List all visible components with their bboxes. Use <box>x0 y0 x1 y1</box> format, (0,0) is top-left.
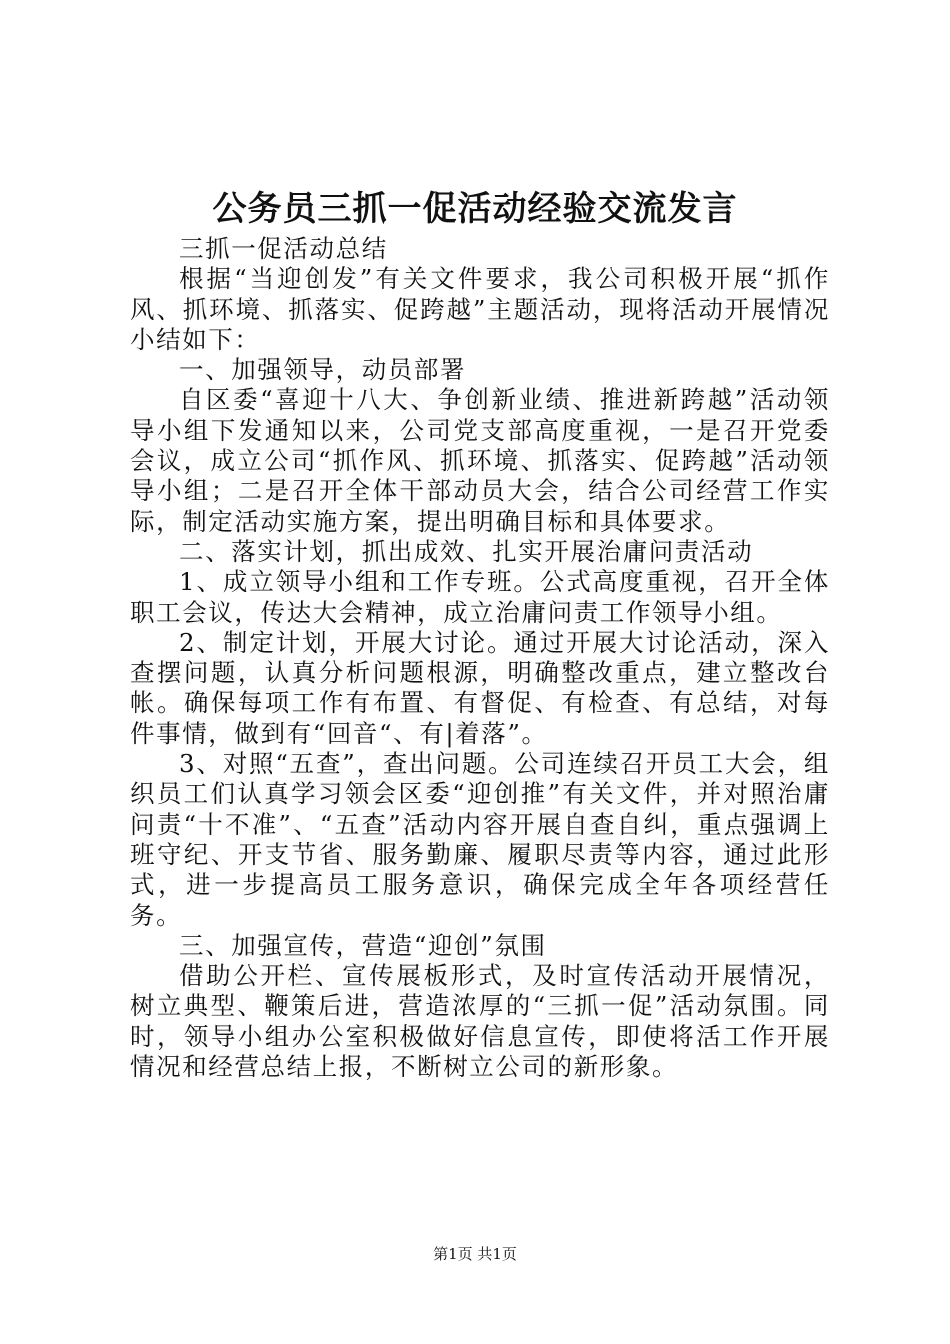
section-heading-1: 一、加强领导，动员部署 <box>179 355 467 385</box>
document-title: 公务员三抓一促活动经验交流发言 <box>212 189 738 229</box>
paragraph-item-1: 1、成立领导小组和工作专班。公式高度重视，召开全体职工会议，传达大会精神，成立治庸问责工作领导小组。 <box>130 567 830 627</box>
paragraph-subtitle: 三抓一促活动总结 <box>179 234 388 263</box>
paragraph-intro: 根据“当迎创发”有关文件要求，我公司积极开展“抓作风、抓环境、抓落实、促跨越”主题活动，现将活动开展情况小结如下： <box>130 264 830 354</box>
paragraph-item-2: 2、制定计划，开展大讨论。通过开展大讨论活动，深入查摆问题，认真分析问题根源，明确整改重点，建立整改台帐。确保每项工作有布置、有督促、有检查、有总结，对每件事情，做到有“回音“、有|着落”。 <box>130 627 830 748</box>
paragraph-section-3: 借助公开栏、宣传展板形式，及时宣传活动开展情况，树立典型、鞭策后进，营造浓厚的“三抓一促”活动氛围。同时，领导小组办公室积极做好信息宣传，即使将活工作开展情况和经营总结上报，不断树立公司的新形象。 <box>130 961 830 1082</box>
document-body <box>130 234 830 1082</box>
page-footer: 第1页 共1页 <box>433 1245 517 1263</box>
paragraph-section-1: 自区委“喜迎十八大、争创新业绩、推进新跨越”活动领导小组下发通知以来，公司党支部高度重视，一是召开党委会议，成立公司“抓作风、抓环境、抓落实、促跨越”活动领导小组；二是召开全体干部动员大会，结合公司经营工作实际，制定活动实施方案，提出明确目标和具体要求。 <box>130 385 830 536</box>
section-heading-2: 二、落实计划，抓出成效、扎实开展治庸问责活动 <box>179 536 754 566</box>
section-heading-3: 三、加强宣传，营造“迎创”氛围 <box>179 930 547 960</box>
paragraph-item-3: 3、对照“五查”，查出问题。公司连续召开员工大会，组织员工们认真学习领会区委“迎创推”有关文件，并对照治庸问责“十不准”、“五查”活动内容开展自查自纠，重点强调上班守纪、开支节省、服务勤廉、履职尽责等内容，通过此形式，进一步提高员工服务意识，确保完成全年各项经营任务。 <box>130 749 830 930</box>
